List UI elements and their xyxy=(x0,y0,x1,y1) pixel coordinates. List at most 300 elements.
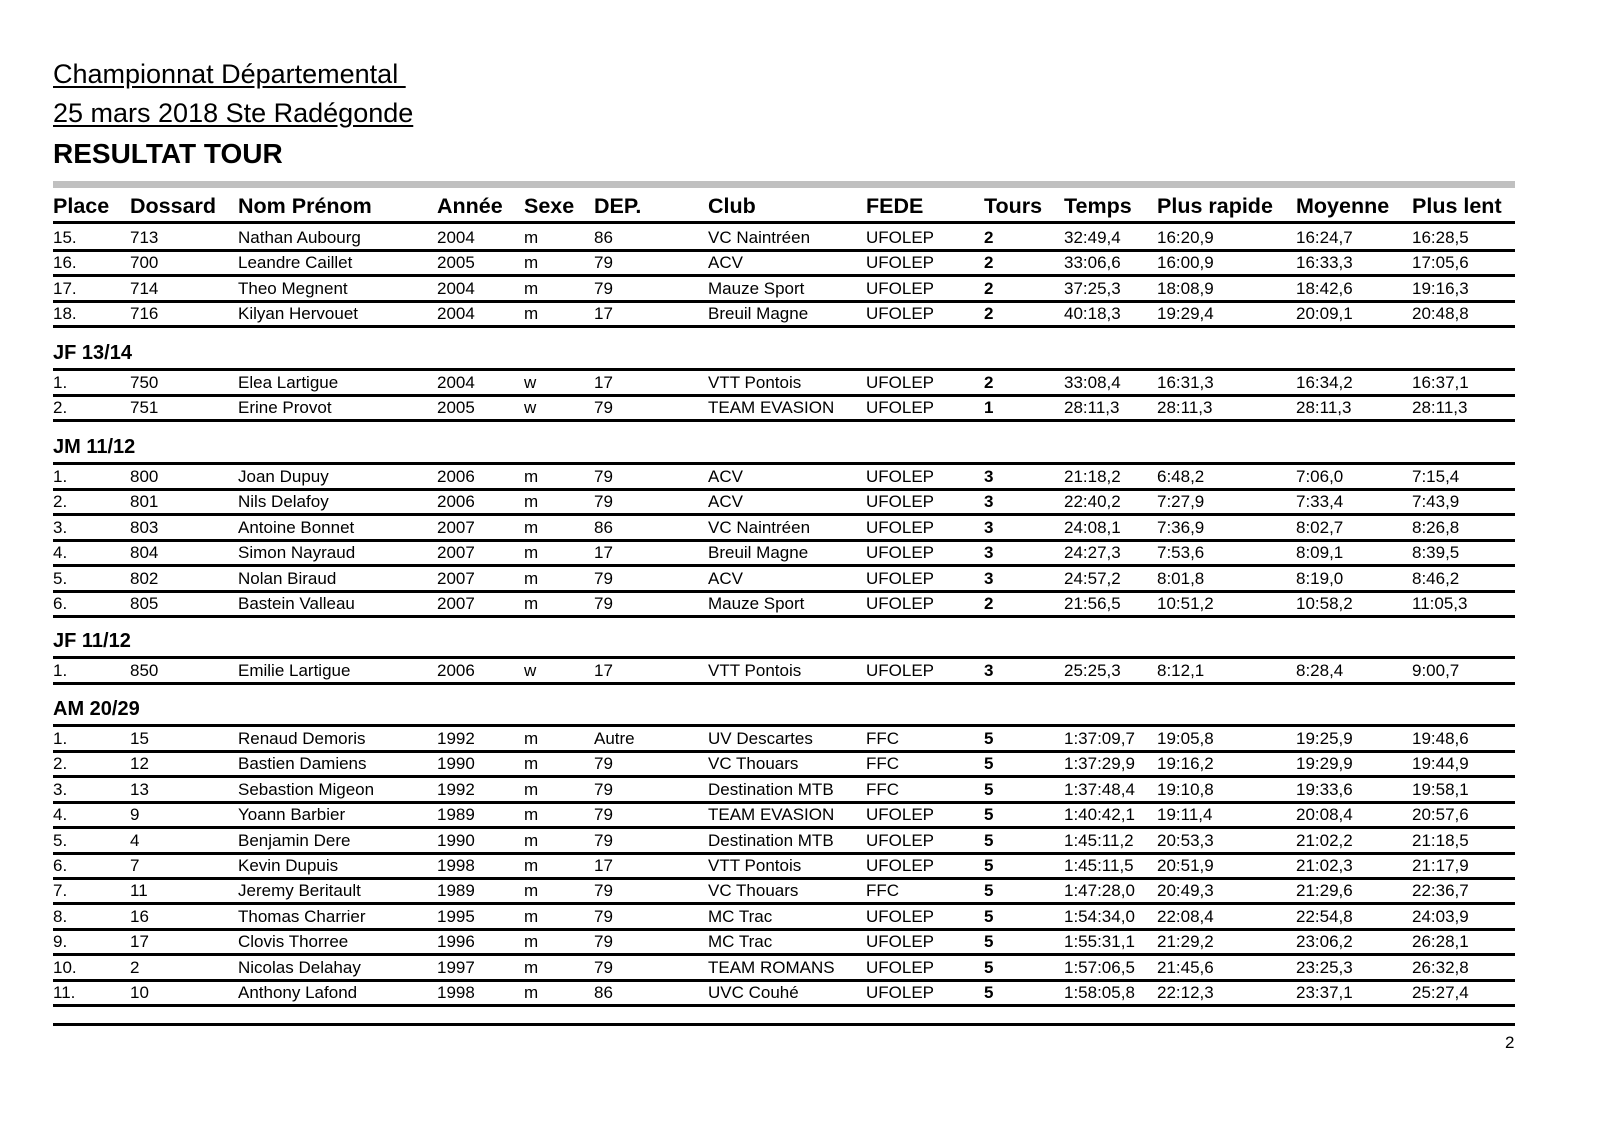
cell-moyenne: 28:11,3 xyxy=(1296,398,1352,418)
row-divider xyxy=(53,419,1515,422)
cell-place: 16. xyxy=(53,253,77,273)
cell-club: Breuil Magne xyxy=(708,543,809,563)
cell-place: 4. xyxy=(53,543,68,563)
cell-moyenne: 18:42,6 xyxy=(1296,278,1353,298)
cell-tours: 2 xyxy=(984,373,994,392)
cell-sex: m xyxy=(524,805,539,825)
cell-plus-rapide: 8:01,8 xyxy=(1157,568,1205,588)
cell-dossard: 850 xyxy=(130,661,159,680)
cell-dep: 86 xyxy=(594,983,613,1002)
cell-name: Nolan Biraud xyxy=(238,568,337,588)
cell-plus-rapide: 19:16,2 xyxy=(1157,754,1214,774)
cell-dep: 86 xyxy=(594,517,613,537)
cell-year: 2007 xyxy=(437,568,475,588)
cell-sex: m xyxy=(524,983,539,1002)
cell-sex: m xyxy=(524,594,539,613)
cell-dep: 79 xyxy=(594,278,613,298)
cell-plus-rapide: 21:29,2 xyxy=(1157,932,1214,952)
cell-club: ACV xyxy=(708,568,743,588)
cell-moyenne: 19:29,9 xyxy=(1296,754,1353,774)
cell-place: 5. xyxy=(53,568,68,588)
cell-fede: UFOLEP xyxy=(866,661,935,680)
cell-fede: UFOLEP xyxy=(866,543,935,563)
cell-year: 1998 xyxy=(437,856,475,875)
column-header-dep: DEP. xyxy=(594,194,642,218)
cell-name: Antoine Bonnet xyxy=(238,517,355,537)
cell-plus-lent: 7:43,9 xyxy=(1412,492,1460,512)
cell-dep: 79 xyxy=(594,398,613,418)
cell-plus-lent: 16:28,5 xyxy=(1412,228,1469,247)
cell-tours: 3 xyxy=(984,568,994,588)
cell-dossard: 700 xyxy=(130,253,159,273)
cell-plus-lent: 26:32,8 xyxy=(1412,957,1469,977)
section-top-rule xyxy=(53,221,1515,224)
cell-tours: 3 xyxy=(984,661,994,680)
cell-club: Breuil Magne xyxy=(708,304,809,324)
cell-dossard: 750 xyxy=(130,373,159,392)
cell-dep: 79 xyxy=(594,881,613,901)
document-title: Championnat Départemental xyxy=(53,59,406,89)
cell-temps: 1:54:34,0 xyxy=(1064,906,1135,926)
table-row xyxy=(53,726,1515,751)
cell-moyenne: 8:09,1 xyxy=(1296,543,1344,563)
cell-club: ACV xyxy=(708,253,743,273)
category-heading: JF 11/12 xyxy=(53,630,131,652)
cell-dossard: 10 xyxy=(130,983,149,1002)
cell-fede: FFC xyxy=(866,881,900,901)
column-header-club: Club xyxy=(708,194,756,218)
cell-name: Yoann Barbier xyxy=(238,805,346,825)
cell-fede: UFOLEP xyxy=(866,568,935,588)
cell-tours: 5 xyxy=(984,983,994,1002)
table-row xyxy=(53,276,1515,301)
cell-year: 2004 xyxy=(437,228,475,247)
cell-year: 1997 xyxy=(437,957,475,977)
cell-tours: 2 xyxy=(984,228,994,247)
category-heading: JF 13/14 xyxy=(53,342,132,364)
cell-dep: 79 xyxy=(594,253,613,273)
cell-fede: UFOLEP xyxy=(866,492,935,512)
cell-club: MC Trac xyxy=(708,932,773,952)
cell-moyenne: 8:02,7 xyxy=(1296,517,1344,537)
column-header-name: Nom Prénom xyxy=(238,194,372,218)
cell-temps: 1:57:06,5 xyxy=(1064,957,1135,977)
table-row xyxy=(53,751,1515,776)
cell-plus-lent: 8:26,8 xyxy=(1412,517,1460,537)
cell-fede: UFOLEP xyxy=(866,957,935,977)
cell-place: 6. xyxy=(53,856,68,875)
cell-club: UV Descartes xyxy=(708,729,813,748)
cell-fede: FFC xyxy=(866,754,900,774)
column-header-sex: Sexe xyxy=(524,194,575,218)
cell-sex: m xyxy=(524,779,539,799)
cell-dossard: 11 xyxy=(130,881,148,901)
cell-moyenne: 19:33,6 xyxy=(1296,779,1353,799)
cell-plus-lent: 19:58,1 xyxy=(1412,779,1469,799)
cell-name: Kilyan Hervouet xyxy=(238,304,359,324)
cell-dep: 79 xyxy=(594,754,613,774)
cell-temps: 33:06,6 xyxy=(1064,253,1121,273)
cell-plus-rapide: 20:49,3 xyxy=(1157,881,1214,901)
cell-temps: 32:49,4 xyxy=(1064,228,1121,247)
cell-plus-lent: 25:27,4 xyxy=(1412,983,1469,1002)
column-header-fede: FEDE xyxy=(866,194,924,218)
cell-fede: UFOLEP xyxy=(866,467,935,486)
cell-dep: 79 xyxy=(594,492,613,512)
cell-plus-rapide: 6:48,2 xyxy=(1157,467,1205,486)
cell-club: TEAM EVASION xyxy=(708,398,835,418)
cell-plus-lent: 21:18,5 xyxy=(1412,830,1469,850)
cell-moyenne: 8:28,4 xyxy=(1296,661,1344,680)
column-header-tours: Tours xyxy=(984,194,1043,218)
table-row xyxy=(53,777,1515,802)
cell-moyenne: 20:08,4 xyxy=(1296,805,1353,825)
cell-plus-lent: 7:15,4 xyxy=(1412,467,1460,486)
cell-fede: UFOLEP xyxy=(866,856,935,875)
cell-club: VTT Pontois xyxy=(708,373,802,392)
cell-temps: 1:47:28,0 xyxy=(1064,881,1135,901)
cell-dep: 79 xyxy=(594,594,613,613)
column-header-place: Place xyxy=(53,194,110,218)
cell-dossard: 15 xyxy=(130,729,149,748)
cell-temps: 37:25,3 xyxy=(1064,278,1121,298)
cell-plus-rapide: 20:51,9 xyxy=(1157,856,1214,875)
cell-sex: m xyxy=(524,568,539,588)
cell-plus-rapide: 16:20,9 xyxy=(1157,228,1214,247)
cell-fede: UFOLEP xyxy=(866,253,935,273)
cell-dossard: 713 xyxy=(130,228,159,247)
cell-club: Destination MTB xyxy=(708,830,834,850)
cell-tours: 5 xyxy=(984,729,994,748)
row-divider xyxy=(53,682,1515,685)
cell-dep: 79 xyxy=(594,805,613,825)
cell-plus-rapide: 16:00,9 xyxy=(1157,253,1214,273)
cell-fede: UFOLEP xyxy=(866,304,935,324)
cell-club: VC Naintréen xyxy=(708,228,811,247)
cell-place: 1. xyxy=(53,661,68,680)
cell-tours: 3 xyxy=(984,517,994,537)
cell-dep: 79 xyxy=(594,957,613,977)
cell-name: Anthony Lafond xyxy=(238,983,358,1002)
cell-dep: 79 xyxy=(594,830,613,850)
header-separator-bar xyxy=(53,181,1515,188)
cell-year: 2004 xyxy=(437,373,475,392)
cell-name: Nils Delafoy xyxy=(238,492,329,512)
cell-sex: m xyxy=(524,228,539,247)
cell-club: VTT Pontois xyxy=(708,856,802,875)
cell-plus-rapide: 19:11,4 xyxy=(1157,805,1213,825)
cell-name: Thomas Charrier xyxy=(238,906,366,926)
cell-sex: m xyxy=(524,517,539,537)
cell-temps: 24:57,2 xyxy=(1064,568,1121,588)
cell-sex: m xyxy=(524,932,539,952)
cell-fede: UFOLEP xyxy=(866,830,935,850)
cell-fede: FFC xyxy=(866,729,900,748)
cell-moyenne: 16:33,3 xyxy=(1296,253,1353,273)
cell-sex: w xyxy=(524,398,537,418)
cell-sex: m xyxy=(524,729,539,748)
cell-name: Bastien Damiens xyxy=(238,754,367,774)
cell-tours: 5 xyxy=(984,932,994,952)
cell-temps: 1:55:31,1 xyxy=(1064,932,1135,952)
cell-tours: 2 xyxy=(984,278,994,298)
cell-year: 1989 xyxy=(437,881,475,901)
cell-plus-rapide: 7:27,9 xyxy=(1157,492,1205,512)
cell-moyenne: 20:09,1 xyxy=(1296,304,1353,324)
table-row xyxy=(53,658,1515,683)
cell-plus-lent: 26:28,1 xyxy=(1412,932,1469,952)
cell-plus-rapide: 8:12,1 xyxy=(1157,661,1205,680)
cell-dep: 86 xyxy=(594,228,613,247)
cell-temps: 1:40:42,1 xyxy=(1064,805,1135,825)
cell-dossard: 802 xyxy=(130,568,159,588)
cell-year: 2006 xyxy=(437,492,475,512)
cell-sex: m xyxy=(524,856,539,875)
cell-sex: m xyxy=(524,543,539,563)
table-row xyxy=(53,370,1515,395)
cell-plus-lent: 11:05,3 xyxy=(1412,594,1468,613)
cell-sex: m xyxy=(524,492,539,512)
cell-name: Benjamin Dere xyxy=(238,830,351,850)
cell-name: Elea Lartigue xyxy=(238,373,339,392)
cell-name: Sebastion Migeon xyxy=(238,779,375,799)
cell-year: 1992 xyxy=(437,779,475,799)
cell-plus-lent: 20:48,8 xyxy=(1412,304,1469,324)
cell-fede: UFOLEP xyxy=(866,373,935,392)
cell-year: 1992 xyxy=(437,729,475,748)
cell-tours: 5 xyxy=(984,754,994,774)
column-header-moyenne: Moyenne xyxy=(1296,194,1390,218)
cell-year: 2007 xyxy=(437,517,475,537)
cell-club: VC Naintréen xyxy=(708,517,811,537)
cell-temps: 24:08,1 xyxy=(1064,517,1121,537)
cell-place: 10. xyxy=(53,957,77,977)
cell-place: 1. xyxy=(53,467,68,486)
cell-name: Renaud Demoris xyxy=(238,729,366,748)
cell-club: VC Thouars xyxy=(708,881,799,901)
cell-fede: UFOLEP xyxy=(866,594,935,613)
table-row xyxy=(53,802,1515,827)
cell-temps: 22:40,2 xyxy=(1064,492,1121,512)
cell-name: Leandre Caillet xyxy=(238,253,353,273)
cell-place: 7. xyxy=(53,881,68,901)
cell-moyenne: 16:24,7 xyxy=(1296,228,1353,247)
cell-tours: 5 xyxy=(984,805,994,825)
cell-dossard: 751 xyxy=(130,398,159,418)
cell-year: 2005 xyxy=(437,398,475,418)
table-row xyxy=(53,515,1515,540)
cell-plus-lent: 28:11,3 xyxy=(1412,398,1468,418)
table-row xyxy=(53,591,1515,616)
cell-place: 8. xyxy=(53,906,68,926)
cell-plus-lent: 20:57,6 xyxy=(1412,805,1469,825)
cell-moyenne: 10:58,2 xyxy=(1296,594,1353,613)
cell-club: TEAM ROMANS xyxy=(708,957,835,977)
cell-place: 17. xyxy=(53,278,77,298)
cell-dep: 17 xyxy=(594,304,613,324)
cell-tours: 2 xyxy=(984,253,994,273)
cell-temps: 1:37:09,7 xyxy=(1064,729,1135,748)
cell-dossard: 801 xyxy=(130,492,159,512)
cell-year: 1998 xyxy=(437,983,475,1002)
cell-temps: 1:45:11,2 xyxy=(1064,830,1134,850)
cell-plus-rapide: 22:08,4 xyxy=(1157,906,1214,926)
cell-moyenne: 8:19,0 xyxy=(1296,568,1344,588)
cell-fede: UFOLEP xyxy=(866,906,935,926)
cell-year: 2007 xyxy=(437,543,475,563)
cell-club: ACV xyxy=(708,492,743,512)
cell-year: 2007 xyxy=(437,594,475,613)
cell-fede: UFOLEP xyxy=(866,517,935,537)
page-number: 2 xyxy=(1505,1033,1515,1052)
cell-fede: UFOLEP xyxy=(866,228,935,247)
cell-place: 2. xyxy=(53,492,68,512)
cell-temps: 1:37:29,9 xyxy=(1064,754,1135,774)
table-row xyxy=(53,878,1515,903)
cell-club: Mauze Sport xyxy=(708,594,805,613)
cell-sex: m xyxy=(524,253,539,273)
cell-temps: 21:18,2 xyxy=(1064,467,1121,486)
cell-dossard: 800 xyxy=(130,467,159,486)
cell-plus-rapide: 22:12,3 xyxy=(1157,983,1214,1002)
table-row xyxy=(53,828,1515,853)
cell-temps: 1:45:11,5 xyxy=(1064,856,1134,875)
cell-dossard: 803 xyxy=(130,517,159,537)
cell-dep: Autre xyxy=(594,729,635,748)
cell-sex: m xyxy=(524,278,539,298)
cell-dossard: 17 xyxy=(130,932,149,952)
cell-dep: 17 xyxy=(594,373,613,392)
cell-plus-lent: 19:44,9 xyxy=(1412,754,1469,774)
cell-place: 2. xyxy=(53,398,68,418)
cell-name: Erine Provot xyxy=(238,398,332,418)
cell-tours: 3 xyxy=(984,467,994,486)
cell-plus-rapide: 10:51,2 xyxy=(1157,594,1214,613)
cell-name: Clovis Thorree xyxy=(238,932,349,952)
cell-tours: 5 xyxy=(984,881,994,901)
cell-moyenne: 21:02,2 xyxy=(1296,830,1353,850)
cell-dep: 17 xyxy=(594,856,613,875)
table-row xyxy=(53,904,1515,929)
cell-place: 11. xyxy=(53,983,76,1002)
table-row xyxy=(53,955,1515,980)
cell-fede: UFOLEP xyxy=(866,398,935,418)
cell-moyenne: 22:54,8 xyxy=(1296,906,1353,926)
cell-plus-rapide: 19:29,4 xyxy=(1157,304,1214,324)
cell-year: 2005 xyxy=(437,253,475,273)
cell-moyenne: 23:37,1 xyxy=(1296,983,1353,1002)
column-header-temps: Temps xyxy=(1064,194,1132,218)
cell-year: 1995 xyxy=(437,906,475,926)
cell-plus-rapide: 7:53,6 xyxy=(1157,543,1205,563)
cell-dossard: 13 xyxy=(130,779,149,799)
cell-plus-rapide: 16:31,3 xyxy=(1157,373,1214,392)
row-divider xyxy=(53,615,1515,618)
category-heading: AM 20/29 xyxy=(53,698,140,720)
cell-place: 18. xyxy=(53,304,77,324)
table-row xyxy=(53,489,1515,514)
table-row xyxy=(53,250,1515,275)
table-row xyxy=(53,464,1515,489)
cell-plus-lent: 16:37,1 xyxy=(1412,373,1469,392)
cell-plus-lent: 21:17,9 xyxy=(1412,856,1469,875)
cell-dep: 79 xyxy=(594,906,613,926)
row-divider xyxy=(53,325,1515,328)
table-row xyxy=(53,566,1515,591)
table-row xyxy=(53,225,1515,250)
cell-place: 1. xyxy=(53,373,68,392)
cell-plus-lent: 22:36,7 xyxy=(1412,881,1469,901)
table-row xyxy=(53,301,1515,326)
cell-place: 5. xyxy=(53,830,68,850)
cell-place: 3. xyxy=(53,779,68,799)
cell-name: Kevin Dupuis xyxy=(238,856,339,875)
cell-tours: 5 xyxy=(984,906,994,926)
cell-club: ACV xyxy=(708,467,743,486)
cell-dossard: 4 xyxy=(130,830,140,850)
cell-name: Bastein Valleau xyxy=(238,594,355,613)
cell-sex: m xyxy=(524,881,539,901)
cell-club: VC Thouars xyxy=(708,754,799,774)
category-heading: JM 11/12 xyxy=(53,436,136,458)
event-date-location: 25 mars 2018 Ste Radégonde xyxy=(53,98,414,128)
cell-plus-rapide: 19:05,8 xyxy=(1157,729,1214,748)
cell-year: 2004 xyxy=(437,278,475,298)
cell-dep: 17 xyxy=(594,543,613,563)
cell-dossard: 805 xyxy=(130,594,159,613)
cell-fede: UFOLEP xyxy=(866,278,935,298)
cell-tours: 1 xyxy=(984,398,994,418)
column-header-dossard: Dossard xyxy=(130,194,217,218)
cell-club: Destination MTB xyxy=(708,779,834,799)
cell-club: VTT Pontois xyxy=(708,661,802,680)
cell-sex: m xyxy=(524,906,539,926)
cell-dossard: 716 xyxy=(130,304,159,324)
cell-dep: 79 xyxy=(594,568,613,588)
cell-plus-rapide: 7:36,9 xyxy=(1157,517,1205,537)
row-divider xyxy=(53,1004,1515,1007)
cell-moyenne: 23:06,2 xyxy=(1296,932,1353,952)
cell-fede: UFOLEP xyxy=(866,983,935,1002)
cell-moyenne: 16:34,2 xyxy=(1296,373,1353,392)
table-row xyxy=(53,980,1515,1005)
cell-dep: 17 xyxy=(594,661,613,680)
cell-dossard: 2 xyxy=(130,957,140,977)
cell-year: 1989 xyxy=(437,805,475,825)
cell-temps: 1:58:05,8 xyxy=(1064,983,1135,1002)
cell-club: MC Trac xyxy=(708,906,773,926)
cell-tours: 2 xyxy=(984,594,994,613)
cell-name: Emilie Lartigue xyxy=(238,661,351,680)
cell-name: Nicolas Delahay xyxy=(238,957,361,977)
cell-club: TEAM EVASION xyxy=(708,805,835,825)
cell-year: 2006 xyxy=(437,467,475,486)
cell-dossard: 804 xyxy=(130,543,159,563)
cell-fede: FFC xyxy=(866,779,900,799)
cell-plus-lent: 24:03,9 xyxy=(1412,906,1469,926)
cell-plus-lent: 9:00,7 xyxy=(1412,661,1460,680)
document-subtitle: RESULTAT TOUR xyxy=(53,138,283,169)
cell-tours: 3 xyxy=(984,492,994,512)
cell-place: 4. xyxy=(53,805,68,825)
cell-dep: 79 xyxy=(594,779,613,799)
cell-dossard: 16 xyxy=(130,906,149,926)
cell-sex: m xyxy=(524,957,539,977)
cell-sex: w xyxy=(524,373,537,392)
cell-dep: 79 xyxy=(594,932,613,952)
cell-sex: m xyxy=(524,304,539,324)
cell-name: Jeremy Beritault xyxy=(238,881,361,901)
